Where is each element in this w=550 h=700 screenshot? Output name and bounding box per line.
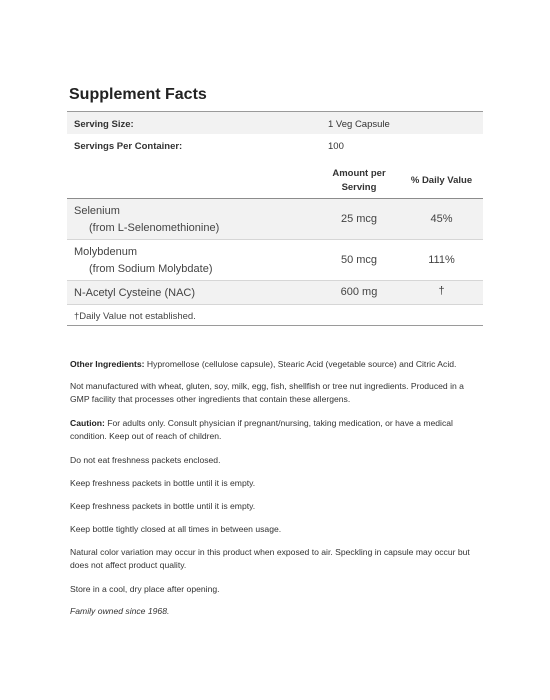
color-variation-note: Natural color variation may occur in this product when exposed to air. Speckling in capsule may occur but does not affect product quality. <box>70 547 470 570</box>
nutrient-amount: 25 mcg <box>340 213 378 225</box>
serving-size-label: Serving Size: <box>74 119 134 130</box>
daily-value-header: % Daily Value <box>410 175 473 186</box>
supplement-facts-table <box>67 111 483 326</box>
nutrient-source: (from L-Selenomethionine) <box>89 222 220 234</box>
supplement-facts-title: Supplement Facts <box>69 86 207 103</box>
amount-per-serving-header: Amount per Serving <box>332 168 386 193</box>
table-header-row <box>67 156 483 199</box>
nutrient-row <box>67 281 483 305</box>
storage-note: Store in a cool, dry place after opening. <box>70 584 220 594</box>
other-ingredients-label: Other Ingredients: <box>70 359 145 369</box>
bottle-closed-note: Keep bottle tightly closed at all times in between usage. <box>70 524 282 534</box>
other-ingredients <box>70 358 484 371</box>
freshness-packets-note: Keep freshness packets in bottle until it is empty. <box>70 478 256 488</box>
family-owned-note: Family owned since 1968. <box>70 606 170 616</box>
nutrient-source: (from Sodium Molybdate) <box>89 263 213 275</box>
servings-per-container-label: Servings Per Container: <box>74 141 183 152</box>
nutrient-name: N-Acetyl Cysteine (NAC) <box>74 287 196 299</box>
nutrient-daily-value: † <box>438 285 445 297</box>
freshness-packets-note: Keep freshness packets in bottle until it is empty. <box>70 501 256 511</box>
nutrient-daily-value: 111% <box>428 254 455 266</box>
nutrient-amount: 50 mcg <box>340 254 378 266</box>
daily-value-footnote: †Daily Value not established. <box>74 311 196 322</box>
caution-label: Caution: <box>70 418 105 428</box>
serving-size-value: 1 Veg Capsule <box>328 119 390 130</box>
allergen-statement: Not manufactured with wheat, gluten, soy, milk, egg, fish, shellfish or tree nut ingredients. Produced in a GMP facility that processes other ingredients that contain these allergens. <box>70 381 464 404</box>
caution-text: For adults only. Consult physician if pregnant/nursing, taking medication, or have a medical condition. Keep out of reach of children. <box>70 418 453 441</box>
other-ingredients-text: Hypromellose (cellulose capsule), Stearic Acid (vegetable source) and Citric Acid. <box>146 359 457 369</box>
servings-per-container-value: 100 <box>328 141 344 152</box>
servings-per-container-row <box>67 134 483 156</box>
freshness-packets-warning: Do not eat freshness packets enclosed. <box>70 455 221 465</box>
nutrient-amount: 600 mg <box>340 286 378 298</box>
nutrient-name: Molybdenum <box>74 246 137 258</box>
nutrient-name: Selenium <box>74 205 120 217</box>
nutrient-daily-value: 45% <box>430 213 453 225</box>
nutrient-row <box>67 199 483 240</box>
nutrient-row <box>67 240 483 281</box>
caution-statement <box>70 417 484 443</box>
serving-size-row <box>67 112 483 134</box>
footnote-row <box>67 305 483 326</box>
